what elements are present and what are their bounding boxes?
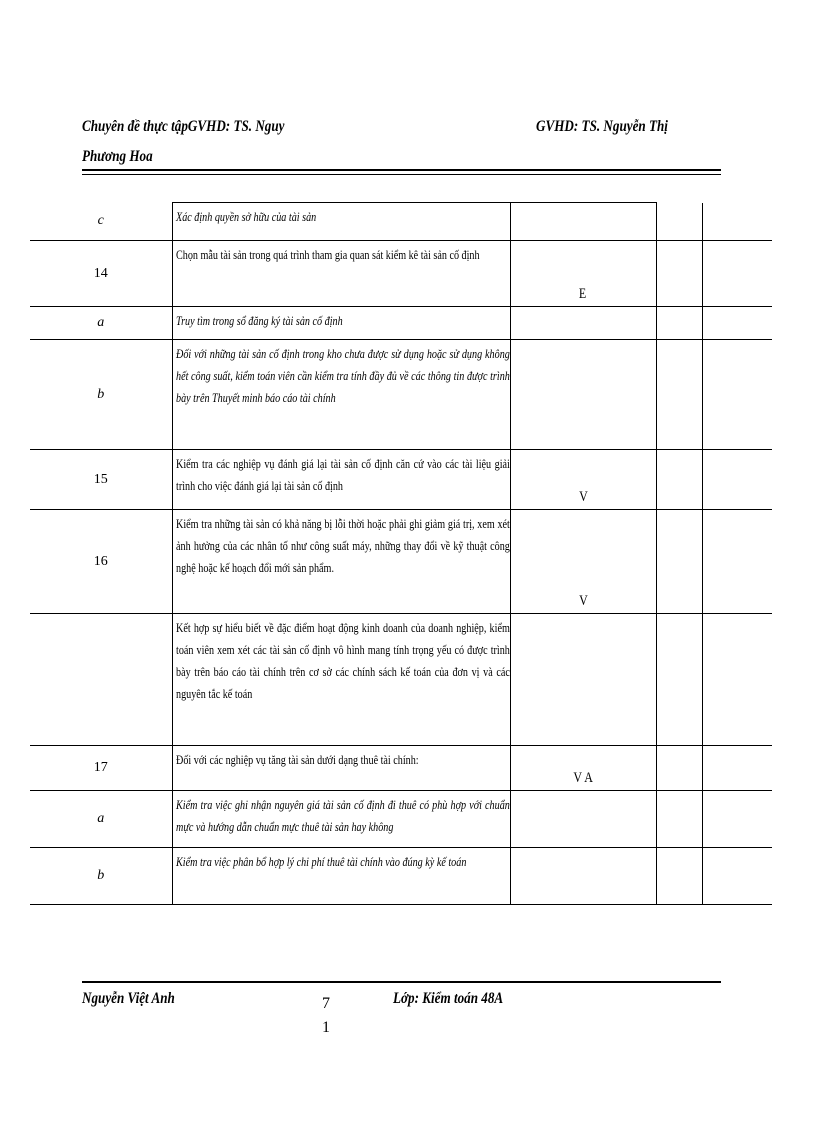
row-code [510, 848, 656, 905]
empty-cell [702, 450, 772, 510]
table-row [30, 307, 772, 340]
row-code [510, 307, 656, 340]
table-row [30, 203, 772, 241]
row-description: Truy tìm trong sổ đăng ký tài sản cố định [172, 307, 510, 340]
row-code [510, 614, 656, 746]
table-row [30, 791, 772, 848]
row-code [510, 791, 656, 848]
empty-cell [656, 241, 702, 307]
table-row [30, 848, 772, 905]
row-number: b [30, 340, 172, 450]
footer-author: Nguyễn Việt Anh [82, 990, 175, 1007]
page-number-bottom: 1 [322, 1019, 330, 1036]
empty-cell [656, 791, 702, 848]
footer-class: Lớp: Kiểm toán 48A [393, 990, 504, 1007]
row-number: a [30, 791, 172, 848]
empty-cell [656, 746, 702, 791]
row-code: V [510, 510, 656, 614]
empty-cell [656, 450, 702, 510]
row-description: Kiểm tra các nghiệp vụ đánh giá lại tài sản cố định căn cứ vào các tài liệu giải trình cho việc đánh giá lại tài sản cố định [172, 450, 510, 510]
empty-cell [656, 510, 702, 614]
row-description: Kết hợp sự hiểu biết về đặc điểm hoạt động kinh doanh của doanh nghiệp, kiểm toán viên xem xét các tài sản cố định vô hình mang tính trọng yếu có được trình bày trên báo cáo tài chính trên cơ sở các chính sách kế toán của đơn vị và các nguyên tắc kế toán [172, 614, 510, 746]
header-rule [82, 169, 721, 171]
empty-cell [702, 510, 772, 614]
row-number: c [30, 203, 172, 241]
page-number-top: 7 [322, 995, 330, 1012]
table-row [30, 241, 772, 307]
header-rule-thin [82, 174, 721, 175]
header-supervisor-name: Phương Hoa [82, 148, 153, 165]
table-row [30, 450, 772, 510]
row-number: 16 [30, 510, 172, 614]
row-number: 17 [30, 746, 172, 791]
empty-cell [656, 203, 702, 241]
row-description: Kiểm tra việc ghi nhận nguyên giá tài sản cố định đi thuê có phù hợp với chuẩn mực và hướng dẫn chuẩn mực thuê tài sản hay không [172, 791, 510, 848]
row-number: b [30, 848, 172, 905]
empty-cell [656, 307, 702, 340]
table-row [30, 614, 772, 746]
header-right: GVHD: TS. Nguyễn Thị [536, 118, 668, 135]
header-title: Chuyên đề thực tậpGVHD: TS. Nguy [82, 118, 285, 135]
row-description: Xác định quyền sở hữu của tài sản [172, 203, 510, 241]
row-code [510, 340, 656, 450]
table-row [30, 510, 772, 614]
row-code [510, 203, 656, 241]
row-description: Đối với các nghiệp vụ tăng tài sản dưới dạng thuê tài chính: [172, 746, 510, 791]
row-code: E [510, 241, 656, 307]
row-number: 15 [30, 450, 172, 510]
row-description: Đối với những tài sản cố định trong kho chưa được sử dụng hoặc sử dụng không hết công suất, kiểm toán viên cần kiểm tra tính đầy đủ về các thông tin được trình bày trên Thuyết minh báo cáo tài chính [172, 340, 510, 450]
empty-cell [656, 848, 702, 905]
row-number [30, 614, 172, 746]
empty-cell [702, 614, 772, 746]
audit-procedure-table [30, 202, 772, 905]
row-number: a [30, 307, 172, 340]
row-description: Kiểm tra việc phân bổ hợp lý chi phí thuê tài chính vào đúng kỳ kế toán [172, 848, 510, 905]
empty-cell [702, 340, 772, 450]
empty-cell [702, 746, 772, 791]
empty-cell [656, 340, 702, 450]
empty-cell [656, 614, 702, 746]
footer-rule [82, 981, 721, 983]
empty-cell [702, 791, 772, 848]
header-left [82, 112, 284, 172]
row-number: 14 [30, 241, 172, 307]
row-description: Kiểm tra những tài sản có khả năng bị lỗi thời hoặc phải ghi giảm giá trị, xem xét ảnh hưởng của các nhân tố như công suất máy, những thay đổi về kỹ thuật công nghệ hoặc kế hoạch đổi mới sản phẩm. [172, 510, 510, 614]
table-row [30, 340, 772, 450]
empty-cell [702, 307, 772, 340]
row-code: V A [510, 746, 656, 791]
empty-cell [702, 241, 772, 307]
row-code: V [510, 450, 656, 510]
page-number [320, 992, 332, 1040]
row-description: Chọn mẫu tài sản trong quá trình tham gia quan sát kiểm kê tài sản cố định [172, 241, 510, 307]
empty-cell [702, 203, 772, 241]
table-row [30, 746, 772, 791]
empty-cell [702, 848, 772, 905]
